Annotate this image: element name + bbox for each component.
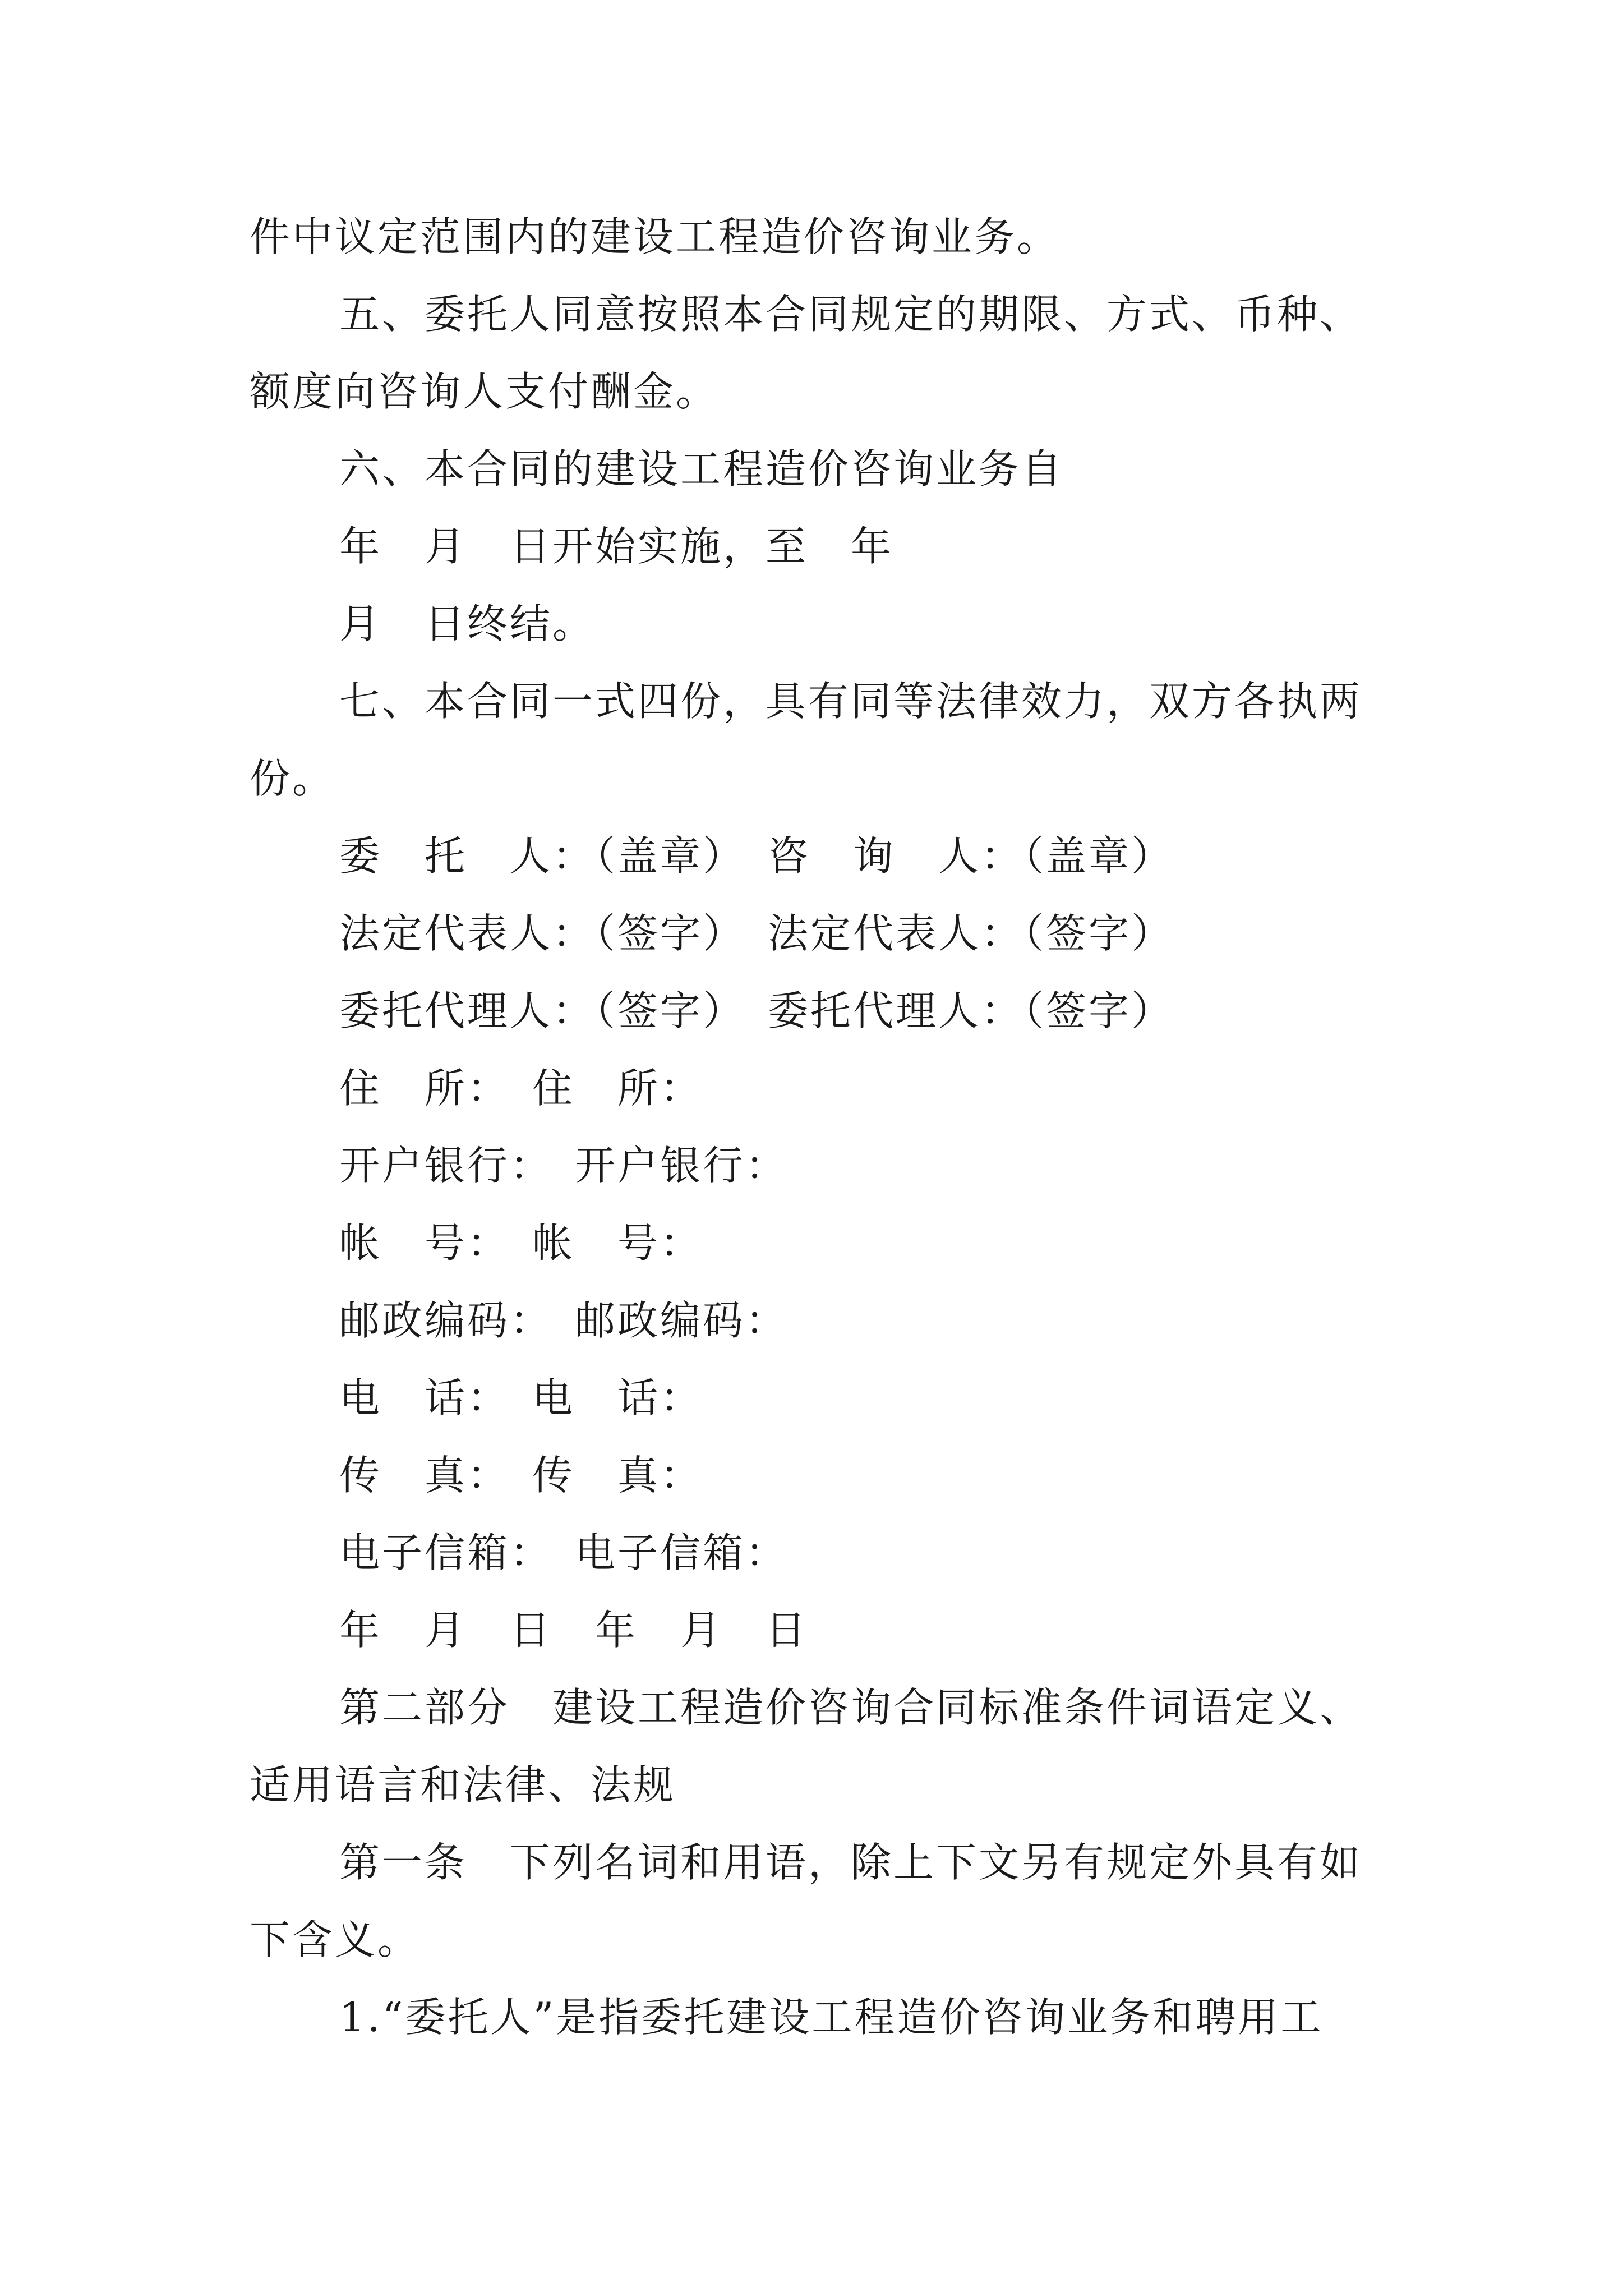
clause-six-line-3: 月 日终结。 — [339, 600, 596, 647]
fax-line: 传 真： 传 真： — [339, 1452, 703, 1499]
signature-seal-line: 委 托 人：（盖章） 咨 询 人：（盖章） — [339, 832, 1174, 880]
article-one-line-1: 第一条 下列名词和用语，除上下文另有规定外具有如 — [339, 1839, 1363, 1886]
clause-six-line-1: 六、本合同的建设工程造价咨询业务自 — [339, 445, 1064, 493]
email-line: 电子信箱： 电子信箱： — [339, 1529, 789, 1576]
definition-one-line: 1.“委托人”是指委托建设工程造价咨询业务和聘用工 — [339, 1994, 1324, 2041]
article-one-line-2: 下含义。 — [250, 1916, 421, 1963]
address-line: 住 所： 住 所： — [339, 1065, 703, 1112]
clause-six-line-2: 年 月 日开始实施，至 年 — [339, 523, 894, 570]
clause-seven-line-2: 份。 — [250, 755, 335, 802]
part-two-heading-line-1: 第二部分 建设工程造价咨询合同标准条件词语定义、 — [339, 1684, 1363, 1731]
clause-seven-line-1: 七、本合同一式四份，具有同等法律效力，双方各执两 — [339, 678, 1363, 725]
account-line: 帐 号： 帐 号： — [339, 1220, 703, 1267]
signature-legal-rep-line: 法定代表人：（签字） 法定代表人：（签字） — [339, 910, 1174, 957]
part-two-heading-line-2: 适用语言和法律、法规 — [250, 1761, 676, 1809]
scope-continuation-line: 件中议定范围内的建设工程造价咨询业务。 — [250, 213, 1060, 260]
clause-five-line-1: 五、委托人同意按照本合同规定的期限、方式、币种、 — [339, 291, 1363, 338]
signature-agent-line: 委托代理人：（签字） 委托代理人：（签字） — [339, 987, 1174, 1034]
date-line: 年 月 日 年 月 日 — [339, 1607, 809, 1654]
postcode-line: 邮政编码： 邮政编码： — [339, 1297, 789, 1344]
bank-line: 开户银行： 开户银行： — [339, 1142, 789, 1189]
phone-line: 电 话： 电 话： — [339, 1374, 703, 1421]
clause-five-line-2: 额度向咨询人支付酬金。 — [250, 368, 719, 415]
